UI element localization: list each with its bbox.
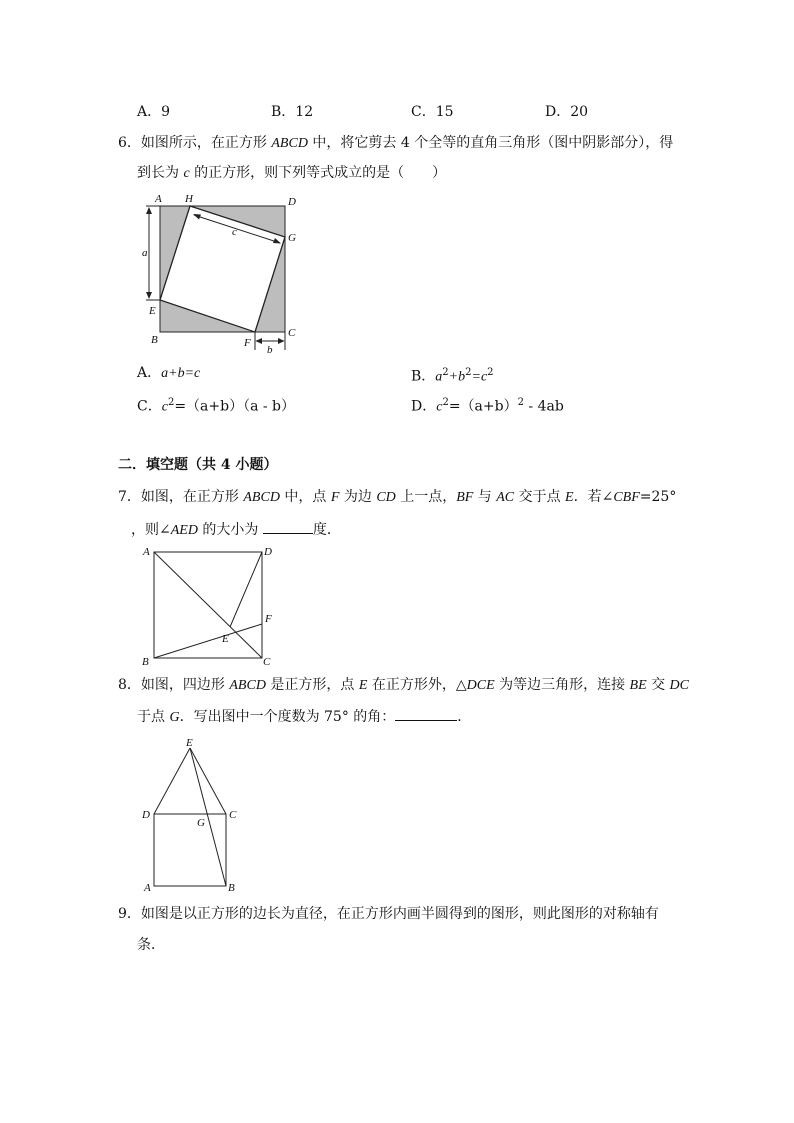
q7-number: 7． [118,489,141,505]
q8-label-D: D [142,809,150,821]
q8-segment-ed [154,748,190,814]
q7-label-C: C [263,656,271,668]
q6-line1: 6．如图所示，在正方形 ABCD 中，将它剪去 4 个全等的直角三角形（图中阴影部分），得 [118,135,674,151]
q7-label-A: A [143,546,150,558]
q6-option-a: A．a+b=c [137,365,201,381]
q6-label-F: F [244,337,251,349]
q6-label-A: A [155,193,162,205]
q7-label-F: F [265,613,272,625]
q8-label-E: E [186,737,193,749]
q6-label-D: D [288,196,296,208]
q6-label-c: c [232,226,237,238]
q7-segment-bf [154,624,262,658]
q5-option-c: C．15 [411,104,454,120]
q8-line2: 于点 G．写出图中一个度数为 75° 的角： ． [137,706,471,727]
q8-segment-eb [190,748,226,886]
q8-label-G: G [197,817,205,829]
q9-line2: 条． [137,937,165,953]
q7-line1: 7．如图，在正方形 ABCD 中，点 F 为边 CD 上一点，BF 与 AC 交于点 E．若∠CBF=25° [118,489,677,505]
q7-line2: ，则∠AED 的大小为 度． [131,519,341,540]
q8-label-B: B [228,882,235,894]
q6-option-c: C．$c^2=(a+b)(a - b)$ [137,397,296,415]
q7-figure [138,542,278,668]
q8-segment-ec [190,748,226,814]
q8-label-C: C [229,809,237,821]
q6-option-d: D．$c^2=(a+b)^2 - 4ab$ [411,397,564,415]
q6-label-b: b [267,344,273,355]
q6-label-a: a [142,247,148,259]
q7-label-E: E [222,633,229,645]
q6-figure [135,190,315,355]
q6-label-E: E [149,305,156,317]
q8-line1: 8．如图，四边形 ABCD 是正方形，点 E 在正方形外，△DCE 为等边三角形，连接 BE 交 DC [118,677,689,693]
q6-number: 6． [118,135,141,151]
q8-number: 8． [118,677,141,693]
q9-number: 9． [118,906,141,922]
q7-label-B: B [142,656,149,668]
q6-line2: 到长为 c 的正方形，则下列等式成立的是（ ） [137,165,447,181]
q6-label-H: H [185,193,193,205]
q8-square [154,814,226,886]
q7-diagonal-ac [154,552,262,658]
q6-label-B: B [151,334,158,346]
q7-segment-de [230,552,262,627]
q8-answer-blank[interactable] [395,706,457,721]
q8-label-A: A [144,882,151,894]
q5-option-d: D．20 [545,104,589,120]
q6-label-C: C [288,327,296,339]
section2-title: 二．填空题（共 4 小题） [118,457,278,473]
q6-label-G: G [288,232,296,244]
q5-option-a: A．9 [137,104,171,120]
q5-option-b: B．12 [271,104,314,120]
q6-option-b: B．$a^2+b^2=c^2$ [411,367,494,385]
q8-figure [138,734,248,894]
q9-line1: 9．如图是以正方形的边长为直径，在正方形内画半圆得到的图形，则此图形的对称轴有 [118,906,659,922]
q7-answer-blank[interactable] [263,519,313,534]
q7-label-D: D [264,546,272,558]
